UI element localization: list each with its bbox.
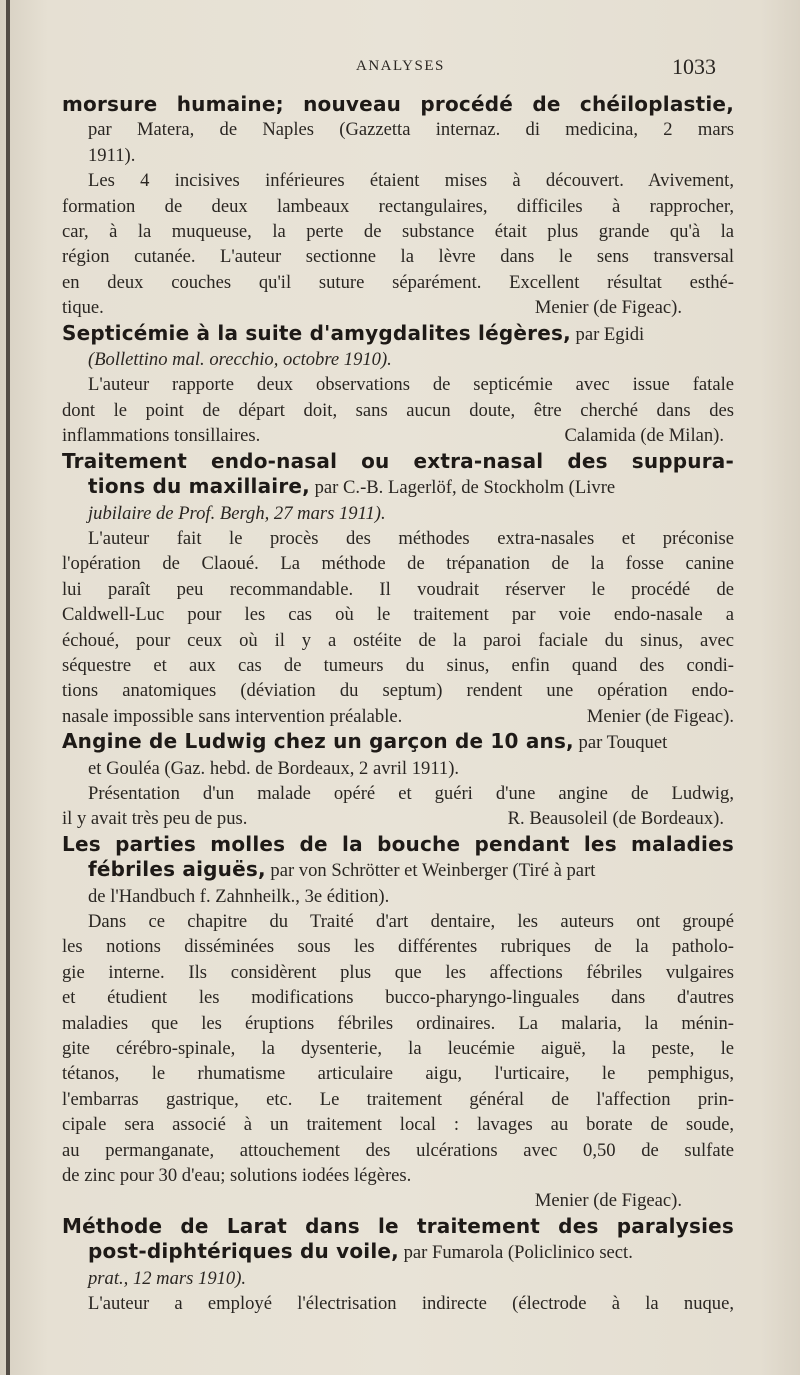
article-title: Les parties molles de la bouche pendant les maladies xyxy=(62,831,734,856)
article-body: Dans ce chapitre du Traité d'art dentaire, les auteurs ont groupé xyxy=(88,911,734,932)
article-body: il y avait très peu de pus. xyxy=(62,808,248,830)
article-body: inflammations tonsillaires. xyxy=(62,425,261,447)
article-title: tions du maxillaire, xyxy=(88,474,310,499)
article-title: post-diphtériques du voile, xyxy=(88,1239,399,1264)
article-body-end xyxy=(62,423,734,448)
article-body-end xyxy=(62,704,734,729)
article-body: l'opération de Claoué. La méthode de trépanation de la fosse canine xyxy=(62,553,734,575)
article-cheiloplastie xyxy=(62,92,734,321)
article-body: Les 4 incisives inférieures étaient mises à découvert. Avivement, xyxy=(88,170,734,192)
article-body: formation de deux lambeaux rectangulaires, difficiles à rapprocher, xyxy=(62,195,734,217)
article-citation: et Gouléa (Gaz. hebd. de Bordeaux, 2 avril 1911). xyxy=(88,757,460,779)
article-body-end xyxy=(62,806,734,831)
article-angine-ludwig xyxy=(62,729,734,832)
article-signature: Menier (de Figeac). xyxy=(534,297,682,319)
article-body: tions anatomiques (déviation du septum) rendent une opération endo- xyxy=(62,680,734,702)
article-body: échoué, pour ceux où il y a ostéite de la paroi faciale du sinus, avec xyxy=(62,629,734,651)
article-body: et étudient les modifications bucco-pharyngo-linguales dans d'autres xyxy=(62,987,734,1009)
article-citation: par Touquet xyxy=(578,732,668,754)
article-title-line xyxy=(62,321,734,347)
article-body: région cutanée. L'auteur sectionne la lèvre dans le sens transversal xyxy=(62,246,734,268)
article-signature: Calamida (de Milan). xyxy=(564,425,724,447)
article-body: L'auteur rapporte deux observations de septicémie avec issue fatale xyxy=(88,374,734,396)
article-body: tique. xyxy=(62,297,104,319)
article-title-line xyxy=(62,857,734,883)
article-title-line xyxy=(62,729,734,755)
page-number: 1033 xyxy=(672,54,716,79)
article-citation: (Bollettino mal. orecchio, octobre 1910). xyxy=(88,349,392,371)
article-body: car, à la muqueuse, la perte de substance était plus grande qu'à la xyxy=(62,221,734,243)
article-citation: par C.-B. Lagerlöf, de Stockholm (Livre xyxy=(314,477,616,499)
article-title: Angine de Ludwig chez un garçon de 10 ans, xyxy=(62,729,574,754)
article-body: Caldwell-Luc pour les cas où le traitement par voie endo-nasale a xyxy=(62,604,734,626)
article-title: Septicémie à la suite d'amygdalites légères, xyxy=(62,320,571,345)
article-body: cipale sera associé à un traitement local : lavages au borate de soude, xyxy=(62,1114,734,1136)
article-body: les notions disséminées sous les différentes rubriques de la patholo- xyxy=(62,936,734,958)
article-body: en deux couches qu'il suture séparément. Excellent résultat esthé- xyxy=(62,271,734,293)
article-maxillaire xyxy=(62,449,734,729)
article-body: tétanos, le rhumatisme articulaire aigu, l'urticaire, le pemphigus, xyxy=(62,1063,734,1085)
article-body-end xyxy=(62,295,734,320)
article-citation: 1911). xyxy=(88,144,136,166)
article-body: maladies que les éruptions fébriles ordinaires. La malaria, la ménin- xyxy=(62,1012,734,1034)
article-title-line xyxy=(62,1239,734,1265)
article-body: lui paraît peu recommandable. Il voudrait réserver le procédé de xyxy=(62,578,734,600)
article-title: morsure humaine; nouveau procédé de chéiloplastie, xyxy=(62,92,734,116)
article-body: l'embarras gastrique, etc. Le traitement général de l'affection prin- xyxy=(62,1088,734,1110)
article-signature: Menier (de Figeac). xyxy=(534,1190,682,1212)
page-content xyxy=(62,92,734,1317)
article-citation: prat., 12 mars 1910). xyxy=(88,1267,247,1289)
article-body: L'auteur fait le procès des méthodes extra-nasales et préconise xyxy=(88,527,734,549)
article-body: au permanganate, attouchement des ulcérations avec 0,50 de sulfate xyxy=(62,1139,734,1161)
article-parties-molles xyxy=(62,832,734,1214)
article-septicemie xyxy=(62,321,734,449)
article-body: gite cérébro-spinale, la dysenterie, la leucémie aiguë, la peste, le xyxy=(62,1038,734,1060)
article-title: fébriles aiguës, xyxy=(88,857,266,882)
article-citation: par Egidi xyxy=(575,323,645,345)
article-methode-larat xyxy=(62,1214,734,1317)
article-body: L'auteur a employé l'électrisation indirecte (électrode à la nuque, xyxy=(88,1293,734,1315)
article-body: gie interne. Ils considèrent plus que les affections fébriles vulgaires xyxy=(62,961,734,983)
article-body: de zinc pour 30 d'eau; solutions iodées légères. xyxy=(62,1165,412,1187)
article-signature: R. Beausoleil (de Bordeaux). xyxy=(507,808,724,830)
article-body: séquestre et aux cas de tumeurs du sinus, enfin quand des condi- xyxy=(62,654,734,676)
article-title: Méthode de Larat dans le traitement des paralysies xyxy=(62,1213,734,1238)
article-body: nasale impossible sans intervention préalable. xyxy=(62,705,403,727)
article-body: Présentation d'un malade opéré et guéri d'une angine de Ludwig, xyxy=(88,782,734,804)
article-citation: par von Schrötter et Weinberger (Tiré à part xyxy=(270,860,596,882)
article-signature: Menier (de Figeac). xyxy=(586,705,734,727)
page-header xyxy=(0,56,800,86)
article-title-line xyxy=(62,474,734,500)
page-binding-edge xyxy=(6,0,10,1375)
article-citation: de l'Handbuch f. Zahnheilk., 3e édition). xyxy=(88,885,390,907)
article-citation: par Fumarola (Policlinico sect. xyxy=(403,1242,633,1264)
running-title: ANALYSES xyxy=(356,58,445,74)
article-body: dont le point de départ doit, sans aucun doute, être cherché dans des xyxy=(62,399,734,421)
article-citation: par Matera, de Naples (Gazzetta internaz. di medicina, 2 mars xyxy=(88,119,734,141)
article-title: Traitement endo-nasal ou extra-nasal des suppura- xyxy=(62,448,734,473)
article-citation: jubilaire de Prof. Bergh, 27 mars 1911). xyxy=(88,502,386,524)
